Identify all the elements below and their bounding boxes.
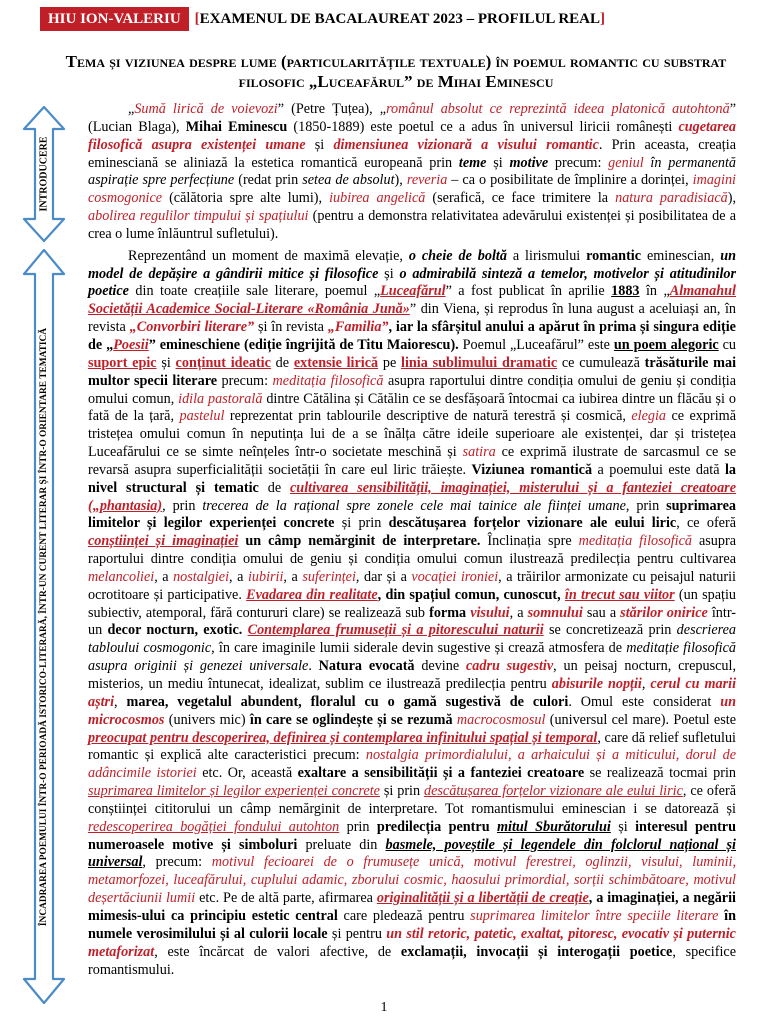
text-run: Înclinația spre (480, 533, 579, 550)
text-run: ), (727, 190, 737, 207)
text-run: meditația filosofică (272, 372, 384, 389)
main-paragraph (88, 248, 736, 980)
text-run: trăsăturile mai multor specii literare (88, 354, 737, 389)
text-run: precum: (217, 372, 273, 389)
text-run: extensie lirică (293, 354, 379, 371)
text-run: ), (394, 172, 407, 189)
text-run: se realizează tocmai prin (584, 765, 737, 782)
text-run: cugetarea filosofică asupra existenței umane (88, 118, 736, 153)
essay-body (88, 101, 736, 979)
text-run: și în revista (254, 319, 328, 336)
text-run: motivul fecioarei de o frumusețe unică, motivul ferestrei, oglinzii, visului, luminii, metamorfozei, luceafărului, cuplului adamic, zborului cosmic, haosului primordial, sorții schimbătoare, motivul deșertăciunii lumii (88, 854, 737, 907)
text-run: care pledează pentru (337, 907, 471, 924)
text-run: (1850-1889) este poetul ce a adus în universul liricii românești (287, 118, 679, 135)
text-run: suprimarea limitelor între speciile literare (470, 907, 719, 924)
text-run: și (378, 265, 400, 282)
text-run: iubirea angelică (329, 190, 426, 207)
text-run: , este încărcat de valori afective, de (154, 943, 401, 960)
text-run: , un peisaj nocturn, crepuscul, misterios, un mediu întunecat, idealizat, sublim ce ilustrează predilecția pentru (88, 658, 737, 692)
text-run: ce exprimă tristețea omului comun în neputința lui de a se înălța către ideile superioare ale existenței, dar și tristețea Luceafărului ce se simte neînțeles într-o societate meschină și (88, 408, 736, 461)
main-section-arrow (22, 248, 66, 1005)
text-run: , a trăirilor armonizate cu peisajul naturii ocrotitoare și participative. (88, 568, 736, 603)
text-run: predilecția pentru (376, 818, 490, 835)
text-run: (un spațiu subiectiv, atemporal, fără contururi clare) se realizează sub (88, 586, 736, 621)
text-run: cadru sugestiv (465, 658, 554, 675)
text-run: , în care imaginile lumii siderale devin sugestive și crează atmosfera de (211, 640, 627, 657)
text-run: linia sublimului dramatic (401, 354, 558, 371)
text-run: , ce oferă conștiinței cititorului un câmp nemărginit de interpretare. Tot romantismului eminescian i se datorează și (88, 783, 736, 817)
text-run: prin (339, 818, 377, 835)
text-run: în care se oglindește și se rezumă (249, 711, 453, 728)
text-run: elegia (631, 408, 667, 425)
text-run: , ce oferă (676, 515, 736, 532)
text-run: ce exprimă ilustrate de sarcasmul ce se revarsă asupra superficialității societății în care eul liric trăiește. (88, 444, 736, 478)
text-run: etc. Pe de altă parte, afirmarea (195, 890, 377, 907)
text-run: forma (429, 604, 467, 621)
exam-title-text: EXAMENUL DE BACALAUREAT 2023 – PROFILUL REAL (199, 10, 600, 27)
text-run: și prin (379, 783, 425, 800)
text-run: descătușarea forțelor vizionare ale eului liric (388, 515, 677, 532)
text-run: și (305, 136, 334, 153)
text-run: Sumă lirică de voievozi (134, 101, 278, 117)
page-number: 1 (380, 1000, 388, 1015)
text-run: – ca o posibilitate de împlinire a dorinței, (447, 172, 693, 189)
text-run: , precum: (142, 854, 212, 871)
text-run: preluate din (297, 836, 386, 853)
text-run: descătușarea forțelor vizionare ale eului liric (424, 783, 683, 800)
text-run: și (486, 154, 510, 171)
text-run (490, 819, 497, 835)
text-run: în numele verosimilului și al culorii locale (88, 907, 736, 942)
text-run: ” din Viena, și reprodus în luna august a aceluiași an, în revista (88, 301, 737, 336)
text-run: Poesii (113, 336, 149, 353)
text-run: la nivel structural și tematic (88, 461, 736, 496)
page-title: Tema și viziunea despre lume (particularitățile textuale) în poemul romantic cu substrat filosofic „Luceafărul” de Mihai Eminescu (65, 52, 727, 91)
text-run: în permanentă aspirație spre perfecțiune (88, 154, 737, 189)
text-run: pe (378, 354, 402, 371)
text-run: 1883 (611, 283, 640, 300)
text-run: macrocosmosul (456, 711, 546, 728)
text-run: devine (414, 658, 466, 675)
text-run: un câmp nemărginit de interpretare. (238, 533, 481, 550)
text-run: meditația filosofică (578, 533, 692, 550)
text-run: geniul (608, 154, 644, 171)
text-run: suferinței (302, 568, 356, 585)
text-run: ” (Lucian Blaga), (88, 101, 736, 135)
text-run: din toate creațiile sale literare, poemul „ (128, 283, 381, 300)
text-run: , (641, 676, 651, 692)
text-run: o admirabilă sinteză a temelor, motivelor și atitudinilor poetice (88, 265, 737, 300)
text-run: , (114, 693, 127, 710)
text-run: și prin (334, 515, 389, 532)
main-section-label: ÎNCADRAREA POEMULUI ÎNTR-O PERIOADĂ ISTORICO-LITERARĂ, ÎNTR-UN CURENT LITERAR ȘI ÎNTR-O ORIENTARE TEMATICĂ (39, 327, 49, 926)
text-run: , iar la sfârșitul anului a apărut în prima și singura ediție de „ (88, 319, 736, 353)
text-run: decor nocturn, exotic. (107, 622, 243, 639)
bracket-open: [ (194, 10, 200, 27)
text-run: (univers mic) (164, 711, 250, 728)
text-run: Luceafărul (380, 283, 446, 300)
text-run: abolirea regulilor timpului și spațiului (88, 208, 309, 225)
text-run: . Prin aceasta, creația eminesciană se aliniază la estetica romantică europeană prin (88, 136, 736, 171)
text-run: asupra raportului dintre condiția omului de geniu și condiția omului comun ilustrează predilecția pentru cultivarea (88, 533, 737, 568)
text-run: Contemplarea frumuseții și a pitorescului naturii (247, 622, 544, 639)
text-run: Evadarea din realitate (246, 586, 378, 603)
text-run: teme (458, 154, 487, 171)
text-run: cerul cu marii aștri (88, 676, 737, 710)
text-run: Almanahul Societății Academice Social-Literare «România Jună» (88, 283, 736, 318)
text-run: de (258, 479, 290, 496)
intro-label: INTRODUCERE (38, 136, 50, 212)
text-run: , a imaginației, a negării mimesis-ului ca principiu estetic central (88, 890, 736, 924)
intro-arrow (22, 105, 66, 243)
text-run: se concretizează prin (543, 622, 677, 639)
text-run: și (610, 818, 636, 835)
text-run: . Omul este considerat (568, 693, 721, 710)
text-run: dimensiunea vizionară a visului romantic (333, 136, 599, 153)
text-run: setea de absolut (302, 172, 395, 189)
text-run: românul absolut ce reprezintă ideea platonică autohtonă (386, 101, 730, 117)
text-run: stărilor onirice (620, 604, 708, 621)
text-run: nostalgia primordialului, a arhaicului și a miticului, dorul de adâncimile istoriei (88, 747, 736, 782)
text-run: redescoperirea bogăției fondului autohton (88, 818, 340, 835)
text-run: și pentru (327, 925, 387, 942)
text-run: (redat prin (234, 172, 303, 189)
text-run: nostalgiei (173, 568, 230, 585)
author-name: HIU ION-VALERIU (40, 7, 189, 31)
text-run: și (156, 354, 176, 371)
text-run: eminescian, (641, 247, 721, 264)
text-run: , dar și a (355, 568, 412, 585)
exam-title (195, 11, 605, 28)
text-run: motive (509, 154, 549, 171)
text-run: „ (128, 101, 135, 117)
text-run: un model de depășire a gândirii mitice și filosofice (88, 247, 736, 282)
text-run: , din spațiul comun, cunoscut, (377, 586, 561, 603)
text-run: (universul cel mare). Poetul este (545, 711, 736, 728)
text-run: (pentru a demonstra relativitatea adevărului existenței și posibilitatea de a crea o lume înlăuntrul sufletului). (88, 208, 737, 242)
intro-paragraph (88, 101, 736, 244)
text-run: asupra raportului dintre condiția omului de geniu și condiția omului comun, (88, 372, 737, 407)
text-run: , a (509, 604, 528, 621)
text-run: Natura evocată (318, 658, 415, 675)
text-run: romantic (586, 247, 642, 264)
text-run: suprimarea limitelor și legilor experienței concrete (88, 497, 736, 532)
text-run: sau a (582, 604, 621, 621)
text-run: basmele, poveștile și legendele din folclorul național și universal (88, 836, 736, 871)
text-run: vocației ironiei (411, 568, 499, 585)
text-run: suprimarea limitelor și legilor experienței concrete (88, 783, 380, 800)
text-run: , specifice romantismului. (88, 943, 736, 978)
bracket-close: ] (600, 10, 605, 27)
text-run: preocupat pentru descoperirea, definirea și contemplarea infinitului spațial și temporal (88, 729, 598, 746)
text-run: Poemul „Luceafărul” este (458, 336, 614, 353)
text-run: (serafică, ce face trimitere la (425, 190, 616, 207)
text-run: un poem alegoric (613, 336, 719, 353)
text-run: iubirii (247, 568, 284, 585)
text-run: (călătoria spre alte lumi), (162, 190, 330, 207)
text-run: conștiinței și imaginației (88, 533, 239, 550)
text-run: „Convorbiri literare” (129, 319, 255, 336)
text-run: în „ (639, 283, 670, 300)
text-run: , care dă relief sufletului romantic și explică alte caracteristici precum: (88, 729, 736, 764)
text-run: , prin (162, 497, 203, 514)
text-run: visului (470, 604, 510, 621)
text-run: de (270, 354, 294, 371)
text-run: în trecut sau viitor (564, 586, 675, 603)
text-run: ” emineschiene (ediție îngrijită de Titu Maiorescu). (148, 336, 459, 353)
text-run: , a (283, 568, 303, 585)
text-run: trecerea de la rațional spre zonele cele mai tainice ale ființei umane (202, 497, 626, 514)
text-run: melancoliei (88, 568, 155, 585)
text-run: conținut ideatic (175, 354, 271, 371)
text-run: exclamații, invocații și interogații poetice (400, 943, 673, 960)
text-run: , a (154, 568, 174, 585)
text-run: mitul Sburătorului (496, 818, 611, 835)
text-run: , prin (625, 497, 667, 514)
text-run: satira (462, 444, 496, 461)
text-run: a poemului este dată (592, 461, 725, 478)
text-run: un microcosmos (88, 693, 736, 728)
text-run: precum: (548, 154, 609, 171)
text-run: cu (718, 336, 737, 353)
text-run: idila pastorală (178, 390, 263, 407)
text-run: , a (229, 568, 248, 585)
text-run: reprezentat prin tablourile descriptive de natură terestră și cosmică, (224, 408, 632, 425)
document-header (40, 6, 762, 32)
text-run: „Familia” (327, 319, 389, 336)
text-run: marea, vegetalul abundent, floralul cu o gamă sugestivă de culori (126, 693, 569, 710)
text-run: cultivarea sensibilității, imaginației, misterului și a fanteziei creatoare („phantasia) (88, 479, 737, 514)
text-run: o cheie de boltă (408, 247, 507, 264)
text-run: exaltare a sensibilității și a fanteziei creatoare (297, 765, 585, 782)
text-run: Mihai Eminescu (185, 118, 288, 135)
text-run: . (308, 658, 319, 675)
text-run: Reprezentând un moment de maximă elevație, (128, 247, 409, 264)
text-run: dintre Cătălina și Cătălin ce se desfășoară întocmai ca iubirea dintre un flăcău și o fată de la țară, (88, 390, 736, 425)
text-run: Viziunea romantică (471, 461, 593, 478)
text-run: a lirismului (506, 247, 587, 264)
text-run: etc. Or, această (196, 765, 298, 782)
text-run: abisurile nopții (551, 676, 642, 692)
text-run: originalității și a libertății de creație (376, 890, 589, 907)
text-run: suport epic (88, 354, 157, 371)
text-run: ” (Petre Țuțea), „ (277, 101, 387, 117)
text-run: ce cumulează (557, 354, 645, 371)
text-run: descrierea tabloului cosmogonic (88, 622, 737, 657)
text-run: somnului (527, 604, 583, 621)
text-run: într-un (88, 604, 736, 639)
text-run: pastelul (179, 408, 225, 425)
text-run: interesul pentru numeroasele motive și simboluri (88, 818, 736, 853)
text-run: natura paradisiacă (615, 190, 728, 207)
text-run: ” a fost publicat în aprilie (445, 283, 612, 300)
text-run: un stil retoric, patetic, exaltat, pitoresc, evocativ și puternic metaforizat (88, 925, 736, 960)
text-run: imagini cosmogonice (88, 172, 736, 207)
text-run: reveria (406, 172, 448, 189)
text-run: meditație filosofică asupra originii și genezei universale (88, 640, 736, 675)
